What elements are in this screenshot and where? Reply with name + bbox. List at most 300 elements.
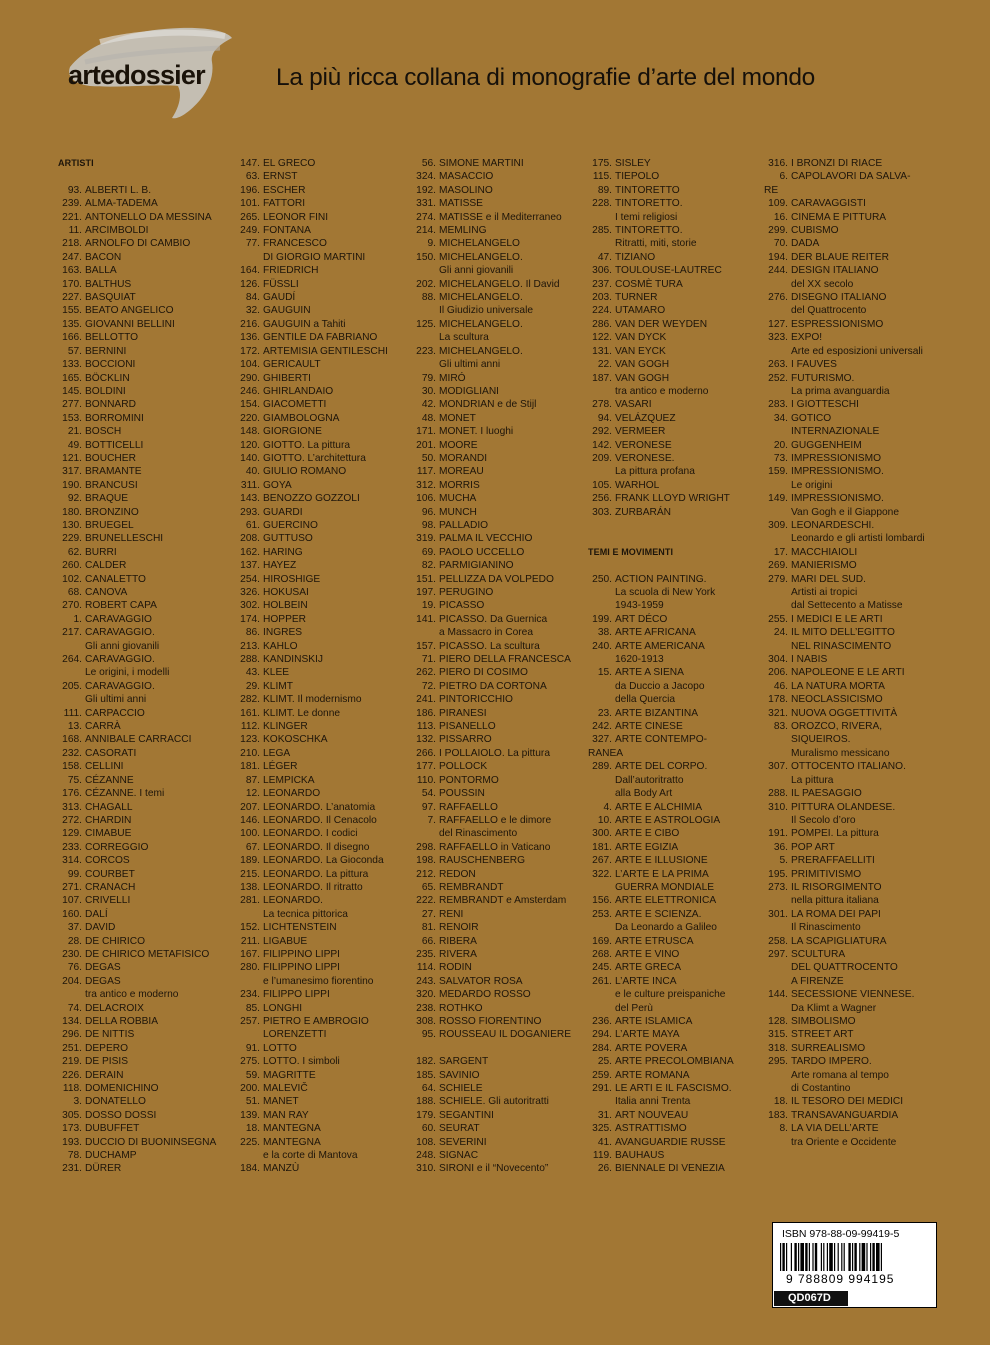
issue-number: 41. [597,1136,612,1148]
issue-number: 144. [768,989,788,1001]
issue-title: GAUGUIN a Tahiti [263,318,346,330]
issue-title: GUERCINO [263,519,318,531]
issue-number: 42. [421,399,436,411]
issue-number: 28. [67,935,82,947]
issue-number: 239. [62,198,82,210]
catalog-entry [764,465,884,478]
issue-title: ARTE POVERA [615,1042,688,1054]
issue-title: GIOTTO. La pittura [263,439,351,451]
issue-title: ARTE CONTEMPO- [615,734,708,746]
catalog-entry [58,251,122,264]
entry-subtitle [764,304,867,317]
issue-title: MATISSE e il Mediterraneo [439,211,562,223]
issue-number: 203. [592,292,612,304]
issue-number: 232. [62,747,82,759]
catalog-entry [764,1095,904,1108]
issue-number: 11. [68,225,82,237]
issue-number: 123. [240,734,260,746]
barcode-bar [876,1243,880,1271]
issue-number: 212. [416,868,436,880]
issue-title: IL MITO DELL’EGITTO [791,627,895,639]
issue-number: 167. [240,948,260,960]
catalog-entry [764,264,879,277]
issue-number: 24. [773,627,788,639]
issue-title: GOTICO [791,412,832,424]
issue-number: 266. [416,747,436,759]
catalog-entry [764,439,862,452]
issue-title: TINTORETTO [615,184,680,196]
issue-title: LOTTO. I simboli [263,1056,340,1068]
barcode-bar [791,1243,792,1271]
issue-number: 21. [67,426,82,438]
issue-number: 56. [421,158,436,169]
entry-subtitle-text: Ritratti, miti, storie [615,238,697,250]
catalog-entry [58,1095,146,1108]
entry-subtitle [764,532,925,545]
catalog-column [58,157,217,1176]
issue-title: MAGRITTE [263,1069,316,1081]
issue-number: 205. [62,680,82,692]
issue-title: ARTE AMERICANA [615,640,705,652]
issue-title: UTAMARO [615,305,666,317]
issue-title: FILIPPO LIPPI [263,989,330,1001]
catalog-entry [58,439,144,452]
issue-title: IL RISORGIMENTO [791,881,882,893]
issue-number: 163. [62,265,82,277]
issue-number: 290. [240,372,260,384]
catalog-entry [588,573,707,586]
issue-title: ERNST [263,171,298,183]
issue-number: 5. [779,855,788,867]
issue-number: 97. [421,801,436,813]
issue-title: RIVERA [439,948,477,960]
catalog-entry [58,948,210,961]
catalog-entry [764,573,866,586]
issue-number: 315. [768,1029,788,1041]
issue-title: SCHIELE [439,1083,483,1095]
issue-title: ARTE ISLAMICA [615,1016,693,1027]
issue-number: 249. [240,225,260,237]
issue-number: 289. [592,761,612,773]
catalog-entry [58,1069,124,1082]
issue-number: 298. [416,841,436,853]
issue-number: 126. [240,278,260,290]
issue-number: 148. [240,426,260,438]
issue-title: MUNCH [439,506,477,518]
issue-title: POP ART [791,841,835,853]
issue-number: 93. [67,184,82,196]
issue-number: 141. [416,613,436,625]
issue-title: FONTANA [263,225,311,237]
issue-number: 64. [421,1083,436,1095]
issue-number: 92. [67,493,82,505]
issue-number: 36. [773,841,788,853]
issue-number: 320. [416,989,436,1001]
issue-title: ARNOLFO DI CAMBIO [85,238,191,250]
issue-title: PIERO DELLA FRANCESCA [439,654,571,666]
issue-number: 200. [240,1083,260,1095]
issue-title: MICHELANGELO. [439,251,523,263]
issue-title: VELÁZQUEZ [615,412,676,424]
issue-number: 180. [62,506,82,518]
issue-number: 282. [240,694,260,706]
issue-title: CUBISMO [791,225,839,237]
issue-title: RAUSCHENBERG [439,855,526,867]
issue-title: ARTE BIZANTINA [615,707,699,719]
issue-title: CARAVAGGIO. [85,627,155,639]
catalog-entry [58,774,134,787]
entry-subtitle [58,640,160,653]
entry-subtitle-text: La prima avanguardia [791,385,890,397]
issue-title: PONTORMO [439,774,499,786]
issue-title: GUGGENHEIM [791,439,862,451]
issue-title: DAVID [85,922,116,934]
issue-number: 218. [62,238,82,250]
catalog-entry [58,237,191,250]
issue-title: GIOVANNI BELLINI [85,318,175,330]
issue-title: PALMA IL VECCHIO [439,533,533,545]
issue-number: 246. [240,385,260,397]
issue-number: 213. [240,640,260,652]
entry-subtitle [764,640,892,653]
issue-number: 77. [245,238,260,250]
issue-number: 318. [768,1042,788,1054]
issue-title: DÜRER [85,1163,122,1175]
issue-title: DOSSO DOSSI [85,1109,157,1121]
issue-title: LA ROMA DEI PAPI [791,908,881,920]
issue-number: 174. [240,613,260,625]
issue-title: ARTE DEL CORPO. [615,761,708,773]
issue-title: DESIGN ITALIANO [791,265,879,277]
issue-title: ARTE PRECOLOMBIANA [615,1056,734,1068]
issue-title: BRAMANTE [85,466,142,478]
issue-number: 101. [240,198,260,210]
issue-title: SALVATOR ROSA [439,975,523,987]
catalog-entry [58,224,149,237]
entry-subtitle [764,747,890,760]
issue-title: CHARDIN [85,814,132,826]
issue-title: PICASSO. La scultura [439,640,540,652]
issue-number: 118. [62,1083,82,1095]
issue-title: SCHIELE. Gli autoritratti [439,1096,549,1108]
issue-number: 131. [592,345,612,357]
issue-title: RAFFAELLO e le dimore [439,814,552,826]
barcode-bar [848,1243,850,1271]
issue-title: CORCOS [85,855,130,867]
entry-subtitle-text: Artisti ai tropici [791,587,858,598]
issue-number: 323. [768,332,788,344]
issue-title: MICHELANGELO [439,238,520,250]
wrapped-text: RE [764,184,779,196]
issue-title: ALBERTI L. B. [85,184,152,196]
issue-number: 250. [592,573,612,585]
issue-number: 169. [592,935,612,947]
catalog-entry [58,506,139,519]
issue-title: CARPACCIO [85,707,145,719]
barcode-bar [866,1243,867,1271]
issue-title: DISEGNO ITALIANO [791,292,887,304]
issue-title: DE CHIRICO METAFISICO [85,948,210,960]
catalog-entry [58,975,121,988]
catalog-entry [58,304,174,317]
issue-number: 69. [421,546,436,558]
issue-title: BRONZINO [85,506,139,518]
issue-number: 161. [240,707,260,719]
barcode-bar [782,1243,784,1271]
issue-title: ROUSSEAU IL DOGANIERE [439,1029,572,1041]
entry-subtitle [764,1069,889,1082]
catalog-entry [764,801,896,814]
issue-title: POUSSIN [439,788,485,800]
issue-title: LEONARDO. Il ritratto [263,881,363,893]
issue-number: 272. [62,814,82,826]
issue-number: 76. [67,962,82,974]
issue-title: DUCHAMP [85,1150,137,1162]
issue-number: 224. [592,305,612,317]
entry-subtitle [764,506,899,519]
issue-number: 84. [245,292,260,304]
issue-title: DELLA ROBBIA [85,1016,159,1027]
catalog-entry [58,801,133,814]
issue-number: 7. [427,814,436,826]
issue-number: 198. [416,855,436,867]
issue-number: 67. [245,841,260,853]
issue-number: 253. [592,908,612,920]
issue-number: 265. [240,211,260,223]
catalog-entry [58,1082,159,1095]
issue-title: GOYA [263,479,292,491]
issue-title: SEVERINI [439,1136,487,1148]
issue-number: 127. [768,318,788,330]
entry-subtitle [764,894,879,907]
issue-number: 111. [63,707,82,719]
issue-title: FUTURISMO. [791,372,855,384]
issue-number: 117. [416,466,436,478]
issue-title: DALÍ [85,908,108,920]
issue-number: 211. [240,935,260,947]
catalog-entry [58,425,122,438]
issue-title: OTTOCENTO ITALIANO. [791,761,906,773]
issue-title: KLINGER [263,721,308,733]
catalog-entry [588,841,679,854]
issue-number: 157. [416,640,436,652]
issue-title: ROBERT CAPA [85,600,157,612]
catalog-entry [58,733,192,746]
issue-number: 74. [67,1002,82,1014]
issue-title: FATTORI [263,198,306,210]
catalog-entry [764,331,823,344]
issue-title: MANIERISMO [791,560,857,572]
issue-title: TRANSAVANGUARDIA [791,1109,899,1121]
barcode-bar [786,1243,787,1271]
issue-title: COURBET [85,868,135,880]
catalog-entry [588,224,683,237]
entry-subtitle-text: dal Settecento a Matisse [791,600,903,612]
issue-title: GIACOMETTI [263,399,327,411]
issue-number: 233. [62,841,82,853]
catalog-entry [58,827,132,840]
barcode-bar [870,1243,871,1271]
catalog-entry [764,1122,879,1135]
issue-title: EL GRECO [263,158,316,169]
issue-title: MORANDI [439,452,488,464]
issue-title: DONATELLO [85,1096,146,1108]
issue-number: 314. [62,855,82,867]
issue-number: 49. [67,439,82,451]
issue-title: DE NITTIS [85,1029,135,1041]
entry-subtitle [764,733,851,746]
entry-subtitle [588,680,705,693]
catalog-entry [588,1136,726,1149]
issue-title: VAN GOGH [615,372,670,384]
entry-subtitle-text: da Duccio a Jacopo [615,680,705,692]
issue-number: 190. [62,479,82,491]
issue-number: 201. [416,439,436,451]
catalog-entry [764,398,859,411]
catalog-entry [764,908,881,921]
issue-title: DADA [791,238,820,250]
issue-title: ASTRATTISMO [615,1123,687,1135]
issue-number: 285. [592,225,612,237]
issue-number: 139. [240,1109,260,1121]
issue-title: CASORATI [85,747,137,759]
issue-number: 87. [245,774,260,786]
issue-title: BRUNELLESCHI [85,533,164,545]
catalog-entry [588,1028,680,1041]
issue-title: LEONARDO. L’anatomia [263,801,376,813]
issue-number: 255. [768,613,788,625]
issue-number: 138. [240,881,260,893]
issue-title: DEPERO [85,1042,129,1054]
catalog-entry [588,331,673,344]
issue-number: 63. [245,171,260,183]
product-code: QD067D [774,1291,848,1306]
series-tagline: La più ricca collana di monografie d’arte del mondo [276,64,816,91]
issue-title: PISSARRO [439,734,492,746]
issue-number: 79. [421,372,436,384]
entry-subtitle [764,479,833,492]
issue-title: LEONOR FINI [263,211,329,223]
section-heading [588,546,673,559]
issue-number: 297. [768,948,788,960]
catalog-entry [588,1149,673,1162]
catalog-column [588,157,734,1176]
issue-number: 280. [240,962,260,974]
issue-number: 38. [597,627,612,639]
issue-title: BAUHAUS [615,1150,665,1162]
entry-subtitle-text: Da Leonardo a Galileo [615,922,717,934]
issue-number: 155. [62,305,82,317]
spacer [588,519,673,532]
issue-title: FRANK LLOYD WRIGHT [615,493,730,505]
issue-number: 121. [62,452,82,464]
issue-title: RAFFAELLO in Vaticano [439,841,551,853]
issue-title: DER BLAUE REITER [791,251,889,263]
issue-number: 98. [421,519,436,531]
catalog-column [764,157,925,1149]
entry-subtitle-text: Leonardo e gli artisti lombardi [791,533,925,545]
entry-subtitle-text: del Rinascimento [439,828,518,840]
issue-title: ESPRESSIONISMO [791,318,884,330]
issue-title: MODIGLIANI [439,385,500,397]
issue-number: 286. [592,318,612,330]
issue-number: 215. [240,868,260,880]
barcode-bar [838,1243,839,1271]
catalog-entry [58,1149,137,1162]
issue-title: VERONESE [615,439,672,451]
catalog-entry [58,372,130,385]
issue-title: NEOCLASSICISMO [791,694,883,706]
issue-title: L’ARTE INCA [615,975,677,987]
issue-number: 70. [773,238,788,250]
catalog-entry [58,680,155,693]
catalog-entry [58,894,131,907]
issue-number: 20. [773,439,788,451]
catalog-entry [58,197,158,210]
issue-number: 270. [62,600,82,612]
barcode-bar [821,1243,822,1271]
issue-number: 13. [67,721,82,733]
entry-subtitle [764,345,923,358]
issue-title: MARI DEL SUD. [791,573,866,585]
issue-title: IL TESORO DEI MEDICI [791,1096,904,1108]
catalog-entry [588,452,673,465]
issue-title: LICHTENSTEIN [263,922,337,934]
issue-title: BRUEGEL [85,519,134,531]
catalog-entry [58,1028,135,1041]
issue-number: 78. [67,1150,82,1162]
issue-number: 75. [67,774,82,786]
catalog-entry [588,626,696,639]
catalog-entry [588,935,694,948]
barcode-bar [809,1243,810,1271]
issue-title: CÉZANNE. I temi [85,788,165,800]
issue-title: CARAVAGGIO. [85,654,155,666]
issue-number: 181. [240,761,260,773]
issue-number: 307. [768,761,788,773]
barcode-bar [862,1243,866,1271]
catalog-entry [58,358,136,371]
catalog-entry [588,961,682,974]
issue-title: SIMONE MARTINI [439,158,524,169]
issue-number: 229. [62,533,82,545]
entry-subtitle-text: Il Rinascimento [791,922,861,934]
issue-number: 231. [62,1163,82,1175]
issue-title: SECESSIONE VIENNESE. [791,989,915,1001]
issue-number: 151. [416,573,436,585]
issue-number: 228. [592,198,612,210]
issue-title: LE ARTI E IL FASCISMO. [615,1083,732,1095]
catalog-entry [588,720,683,733]
entry-subtitle-text: del Perù [615,1002,653,1014]
issue-title: MALEVIČ [263,1083,308,1095]
issue-title: VERONESE. [615,452,675,464]
entry-subtitle-text: SIQUEIROS. [791,734,851,746]
issue-title: MONET. I luoghi [439,426,514,438]
entry-subtitle-text: La scultura [439,332,489,344]
catalog-entry [58,573,146,586]
issue-number: 16. [773,211,788,223]
issue-number: 130. [62,519,82,531]
issue-title: SAVINIO [439,1069,480,1081]
issue-title: GIOTTO. L’architettura [263,452,366,464]
issue-title: PALLADIO [439,519,489,531]
issue-title: VAN GOGH [615,359,670,371]
issue-number: 86. [245,627,260,639]
issue-number: 234. [240,989,260,1001]
issue-title: LEONARDO [263,788,321,800]
catalog-entry [58,653,155,666]
